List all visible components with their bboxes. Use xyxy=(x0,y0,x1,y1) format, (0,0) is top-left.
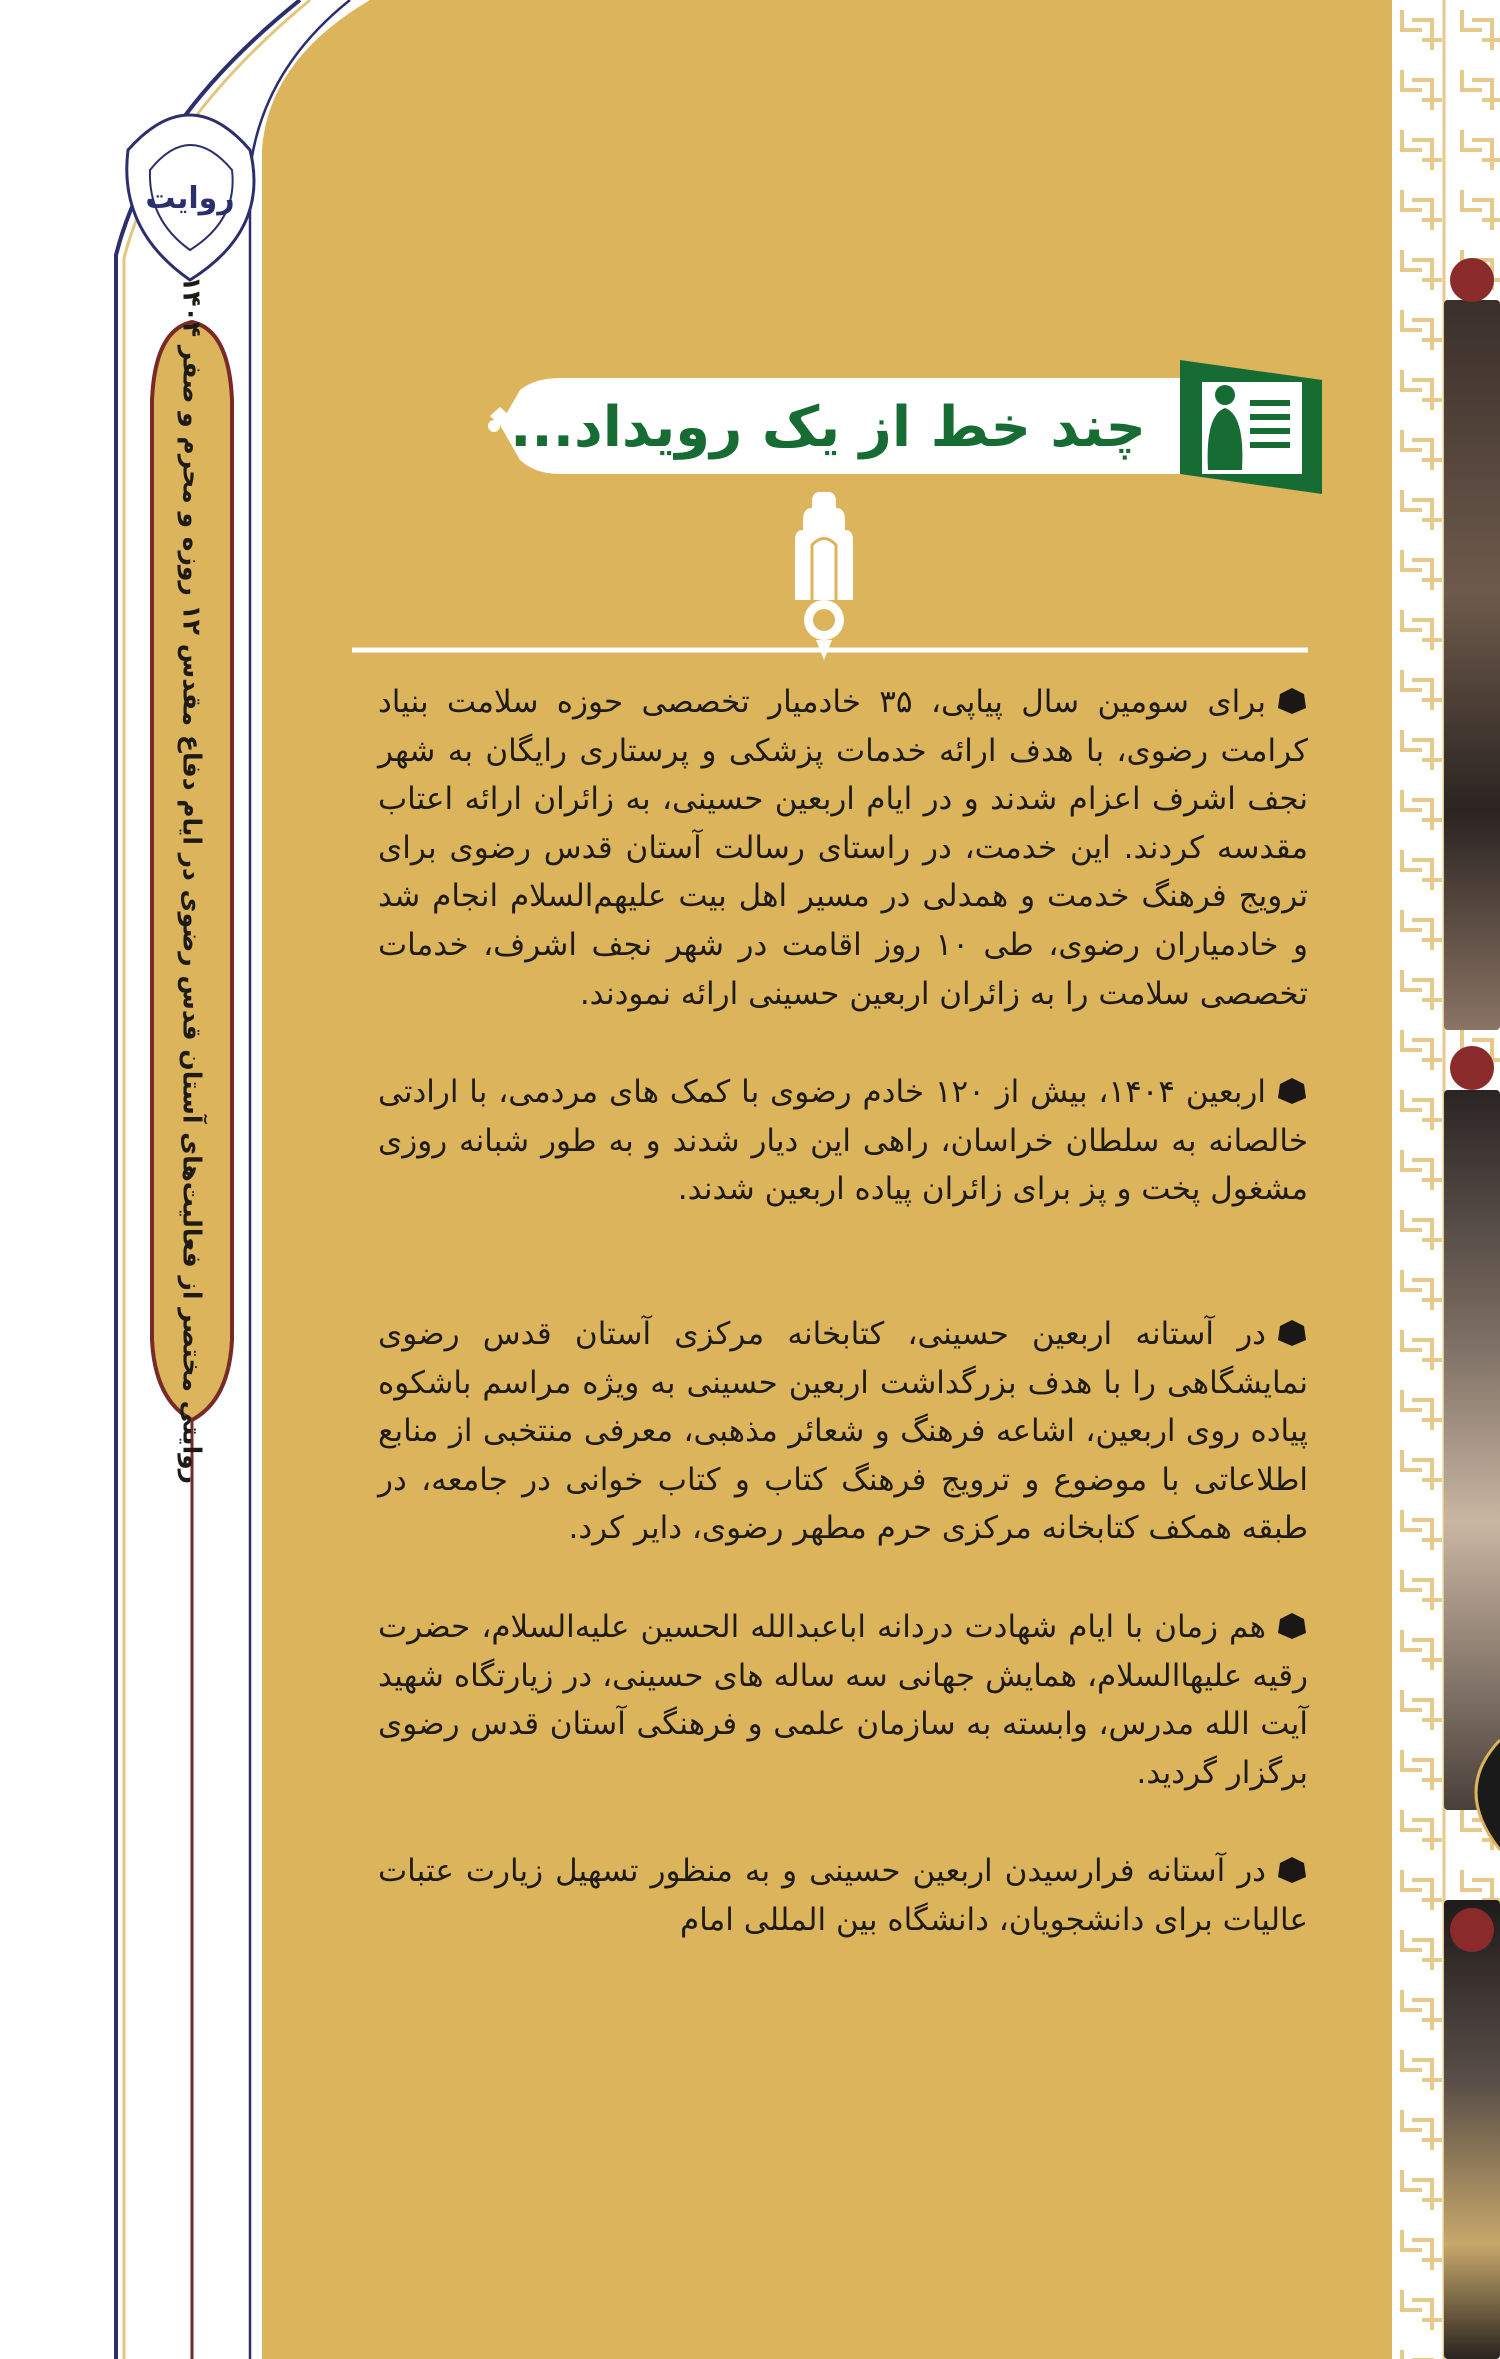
logo-medallion xyxy=(127,115,254,280)
article-list xyxy=(378,678,1308,1994)
article-item xyxy=(378,1068,1308,1214)
bullet-icon xyxy=(1276,1611,1308,1641)
bullet-icon xyxy=(1276,686,1308,716)
side-caption xyxy=(162,275,222,1485)
side-caption-text: روایتی مختصر از فعالیت‌های آستان قدس رضوی در ایام دفاع مقدس ۱۲ روزه و محرم و صفر ۱۴۰۴ xyxy=(177,275,207,1485)
article-text: در آستانه فرارسیدن اربعین حسینی و به منظور تسهیل زیارت عتبات عالیات برای دانشجویان، دانشگاه بین المللی امام xyxy=(378,1853,1308,1938)
article-text: در آستانه اربعین حسینی، کتابخانه مرکزی آستان قدس رضوی نمایشگاهی را با هدف بزرگداشت اربعین حسینی به ویژه مراسم باشکوه پیاده روی اربعین، اشاعه فرهنگ و شعائر مذهبی، معرفی منتخبی از منابع اطلاعاتی با موضوع و ترویج فرهنگ کتاب و کتاب خوانی در جامعه، در طبقه همکف کتابخانه مرکزی حرم مطهر رضوی، دایر کرد. xyxy=(378,1315,1308,1547)
article-item xyxy=(378,1847,1308,1944)
page-title: چند خط از یک رویداد... xyxy=(510,395,1146,460)
article-text: برای سومین سال پیاپی، ۳۵ خادمیار تخصصی حوزه سلامت بنیاد کرامت رضوی، با هدف ارائه خدمات پزشکی و پرستاری رایگان به شهر نجف اشرف اعزام شدند و در ایام اربعین حسینی، به زائران ارائه اعتاب مقدسه کردند. این خدمت، در راستای رسالت آستان قدس رضوی برای ترویج فرهنگ خدمت و همدلی در مسیر اهل بیت علیهم‌السلام انجام شد و خادمیاران رضوی، طی ۱۰ روز اقامت در شهر نجف اشرف، خدمات تخصصی سلامت را به زائران اربعین حسینی ارائه نمودند. xyxy=(378,684,1308,1012)
article-text: اربعین ۱۴۰۴، بیش از ۱۲۰ خادم رضوی با کمک های مردمی، با ارادتی خالصانه به سلطان خراسان، راهی این دیار شدند و به طور شبانه روزی مشغول پخت و پز برای زائران پیاده اربعین شدند. xyxy=(378,1074,1308,1208)
article-item xyxy=(378,1310,1308,1553)
article-item xyxy=(378,678,1308,1018)
right-ornament-strip xyxy=(1392,0,1500,2359)
svg-text:روایت: روایت xyxy=(145,181,235,216)
bullet-icon xyxy=(1276,1855,1308,1885)
bullet-icon xyxy=(1276,1076,1308,1106)
article-item xyxy=(378,1603,1308,1797)
bullet-icon xyxy=(1276,1318,1308,1348)
article-text: هم زمان با ایام شهادت دردانه اباعبدالله الحسین علیه‌السلام، حضرت رقیه علیهاالسلام، همایش جهانی سه ساله های حسینی، در زیارتگاه شهید آیت الله مدرس، وابسته به سازمان علمی و فرهنگی آستان قدس رضوی برگزار گردید. xyxy=(378,1608,1308,1791)
maroon-flowers xyxy=(1392,0,1500,2359)
